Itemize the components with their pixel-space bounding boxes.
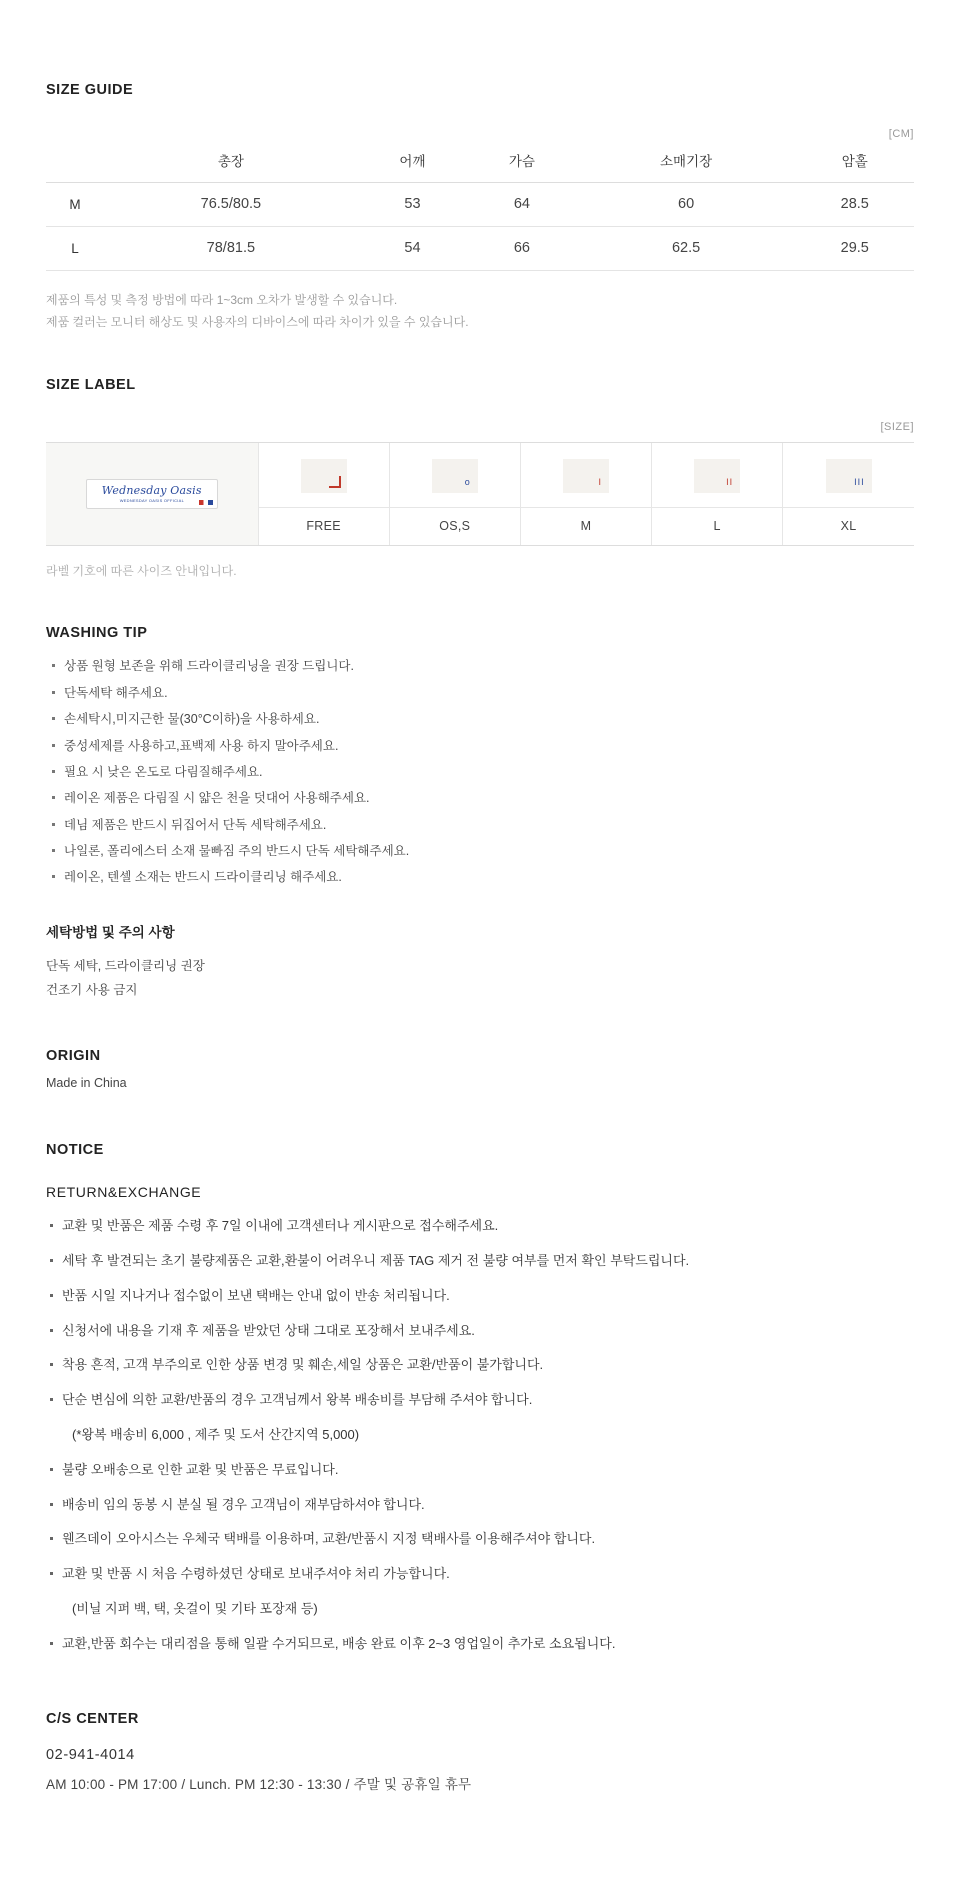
size-label-m: M: [520, 508, 651, 546]
origin-title: ORIGIN: [46, 1048, 101, 1065]
notice-title: NOTICE: [46, 1142, 104, 1159]
swatch-mark-xl: III: [854, 477, 865, 488]
size-guide-col-armhole: 암홀: [796, 140, 915, 183]
size-m-length: 76.5/80.5: [104, 183, 358, 227]
size-m-armhole: 28.5: [796, 183, 915, 227]
list-item-sub: (*왕복 배송비 6,000 , 제주 및 도서 산간지역 5,000): [72, 1427, 360, 1443]
size-guide-section: [46, 82, 914, 333]
size-swatch-oss-icon: [432, 459, 478, 493]
size-guide-col-sleeve: 소매기장: [577, 140, 796, 183]
brand-tag-icon: [86, 479, 218, 509]
swatch-cell-oss: [389, 443, 520, 508]
washing-method-line-1: 단독 세탁, 드라이클리닝 권장: [46, 958, 205, 973]
list-item: 불량 오배송으로 인한 교환 및 반품은 무료입니다.: [46, 1460, 914, 1495]
list-item: 교환 및 반품은 제품 수령 후 7일 이내에 고객센터나 게시판으로 접수해주세요.: [46, 1216, 914, 1251]
size-guide-notes: [46, 289, 914, 333]
list-item-sub: (비닐 지퍼 백, 택, 옷걸이 및 기타 포장재 등): [72, 1601, 318, 1617]
list-item: 착용 흔적, 고객 부주의로 인한 상품 변경 및 훼손,세일 상품은 교환/반품이 불가합니다.: [46, 1355, 914, 1390]
size-m-sleeve: 60: [577, 183, 796, 227]
swatch-cell-l: [652, 443, 783, 508]
notice-list: [46, 1216, 914, 1668]
list-item: 필요 시 낮은 온도로 다림질해주세요.: [46, 763, 914, 789]
washing-method-line-2: 건조기 사용 금지: [46, 982, 138, 997]
list-item: 신청서에 내용을 기재 후 제품을 받았던 상태 그대로 포장해서 보내주세요.: [46, 1321, 914, 1356]
list-item: 레이온, 텐셀 소재는 반드시 드라이클리닝 해주세요.: [46, 868, 914, 894]
size-row-label-l: L: [46, 227, 104, 271]
list-item: 배송비 임의 동봉 시 분실 될 경우 고객님이 재부담하셔야 합니다.: [46, 1495, 914, 1530]
size-swatch-free-icon: [301, 459, 347, 493]
washing-method-title: 세탁방법 및 주의 사항: [46, 924, 175, 940]
cs-center-section: [46, 1711, 914, 1883]
size-label-note: 라벨 기호에 따른 사이즈 안내입니다.: [46, 564, 237, 579]
size-m-shoulder: 53: [358, 183, 467, 227]
size-guide-unit: [CM]: [888, 128, 914, 140]
list-item: 웬즈데이 오아시스는 우체국 택배를 이용하며, 교환/반품시 지정 택배사를 이용해주셔야 합니다.: [46, 1529, 914, 1564]
list-item: 단순 변심에 의한 교환/반품의 경우 고객님께서 왕복 배송비를 부담해 주셔야 합니다.: [46, 1390, 914, 1425]
size-swatch-l-icon: [694, 459, 740, 493]
size-guide-col-blank: [46, 140, 104, 183]
size-swatch-m-icon: [563, 459, 609, 493]
size-l-length: 78/81.5: [104, 227, 358, 271]
brand-tag-sub: WEDNESDAY OASIS OFFICIAL: [119, 498, 184, 504]
cs-center-hours: AM 10:00 - PM 17:00 / Lunch. PM 12:30 - 13:30 / 주말 및 공휴일 휴무: [46, 1776, 472, 1792]
table-row: [46, 227, 914, 271]
size-label-title: SIZE LABEL: [46, 377, 136, 394]
list-item: 데님 제품은 반드시 뒤집어서 단독 세탁해주세요.: [46, 816, 914, 842]
return-exchange-title: RETURN&EXCHANGE: [46, 1184, 202, 1201]
size-swatch-xl-icon: [826, 459, 872, 493]
list-item: 상품 원형 보존을 위해 드라이클리닝을 권장 드립니다.: [46, 657, 914, 683]
cs-center-phone[interactable]: 02-941-4014: [46, 1746, 135, 1763]
size-label-l: L: [652, 508, 783, 546]
swatch-mark-oss: o: [464, 477, 471, 488]
swatch-cell-xl: [783, 443, 914, 508]
size-label-swatch-row: [46, 443, 914, 508]
size-guide-note-1: 제품의 특성 및 측정 방법에 따라 1~3cm 오차가 발생할 수 있습니다.: [46, 293, 398, 307]
size-guide-title: SIZE GUIDE: [46, 82, 134, 98]
size-guide-col-chest: 가슴: [467, 140, 576, 183]
size-label-section: [46, 377, 914, 579]
list-item: 반품 시일 지나거나 접수없이 보낸 택배는 안내 없이 반송 처리됩니다.: [46, 1286, 914, 1321]
size-label-oss: OS,S: [389, 508, 520, 546]
size-guide-note-2: 제품 컬러는 모니터 해상도 및 사용자의 디바이스에 따라 차이가 있을 수 있습니다.: [46, 315, 469, 330]
size-guide-header-row: [46, 140, 914, 183]
size-l-chest: 66: [467, 227, 576, 271]
list-item: 교환,반품 회수는 대리점을 통해 일괄 수거되므로, 배송 완료 이후 2~3 영업일이 추가로 소요됩니다.: [46, 1634, 914, 1669]
washing-tip-list: [46, 657, 914, 894]
size-label-xl: XL: [783, 508, 914, 546]
size-m-chest: 64: [467, 183, 576, 227]
list-item: 나일론, 폴리에스터 소재 물빠짐 주의 반드시 단독 세탁해주세요.: [46, 842, 914, 868]
list-item: 세탁 후 발견되는 초기 불량제품은 교환,환불이 어려우니 제품 TAG 제거 전 불량 여부를 먼저 확인 부탁드립니다.: [46, 1251, 914, 1286]
swatch-cell-free: [258, 443, 389, 508]
list-item: 손세탁시,미지근한 물(30°C이하)을 사용하세요.: [46, 710, 914, 736]
swatch-mark-l: II: [726, 477, 734, 488]
size-guide-col-length: 총장: [104, 140, 358, 183]
size-guide-table: [46, 140, 914, 271]
swatch-cell-m: [520, 443, 651, 508]
size-l-shoulder: 54: [358, 227, 467, 271]
notice-section: [46, 1142, 914, 1668]
list-item: 중성세제를 사용하고,표백제 사용 하지 말아주세요.: [46, 737, 914, 763]
cs-center-title: C/S CENTER: [46, 1710, 139, 1727]
size-l-armhole: 29.5: [796, 227, 915, 271]
flag-stripe-icon: [199, 500, 213, 505]
brand-label-cell: [46, 443, 258, 545]
list-item: 교환 및 반품 시 처음 수령하셨던 상태로 보내주셔야 처리 가능합니다.: [46, 1564, 914, 1599]
size-row-label-m: M: [46, 183, 104, 227]
origin-section: [46, 1048, 914, 1090]
size-label-table-wrap: [46, 442, 914, 546]
swatch-mark-m: I: [598, 477, 602, 488]
washing-method-lines: [46, 955, 914, 1003]
origin-text: Made in China: [46, 1076, 127, 1091]
size-label-unit: [SIZE]: [880, 421, 914, 434]
size-label-table: [46, 443, 914, 545]
size-l-sleeve: 62.5: [577, 227, 796, 271]
list-item: 단독세탁 해주세요.: [46, 684, 914, 710]
brand-tag-main: Wednesday Oasis: [101, 484, 202, 498]
size-label-free: FREE: [258, 508, 389, 546]
size-guide-col-shoulder: 어깨: [358, 140, 467, 183]
washing-tip-section: [46, 625, 914, 1002]
list-item: 레이온 제품은 다림질 시 얇은 천을 덧대어 사용해주세요.: [46, 789, 914, 815]
washing-tip-title: WASHING TIP: [46, 625, 148, 642]
table-row: [46, 183, 914, 227]
